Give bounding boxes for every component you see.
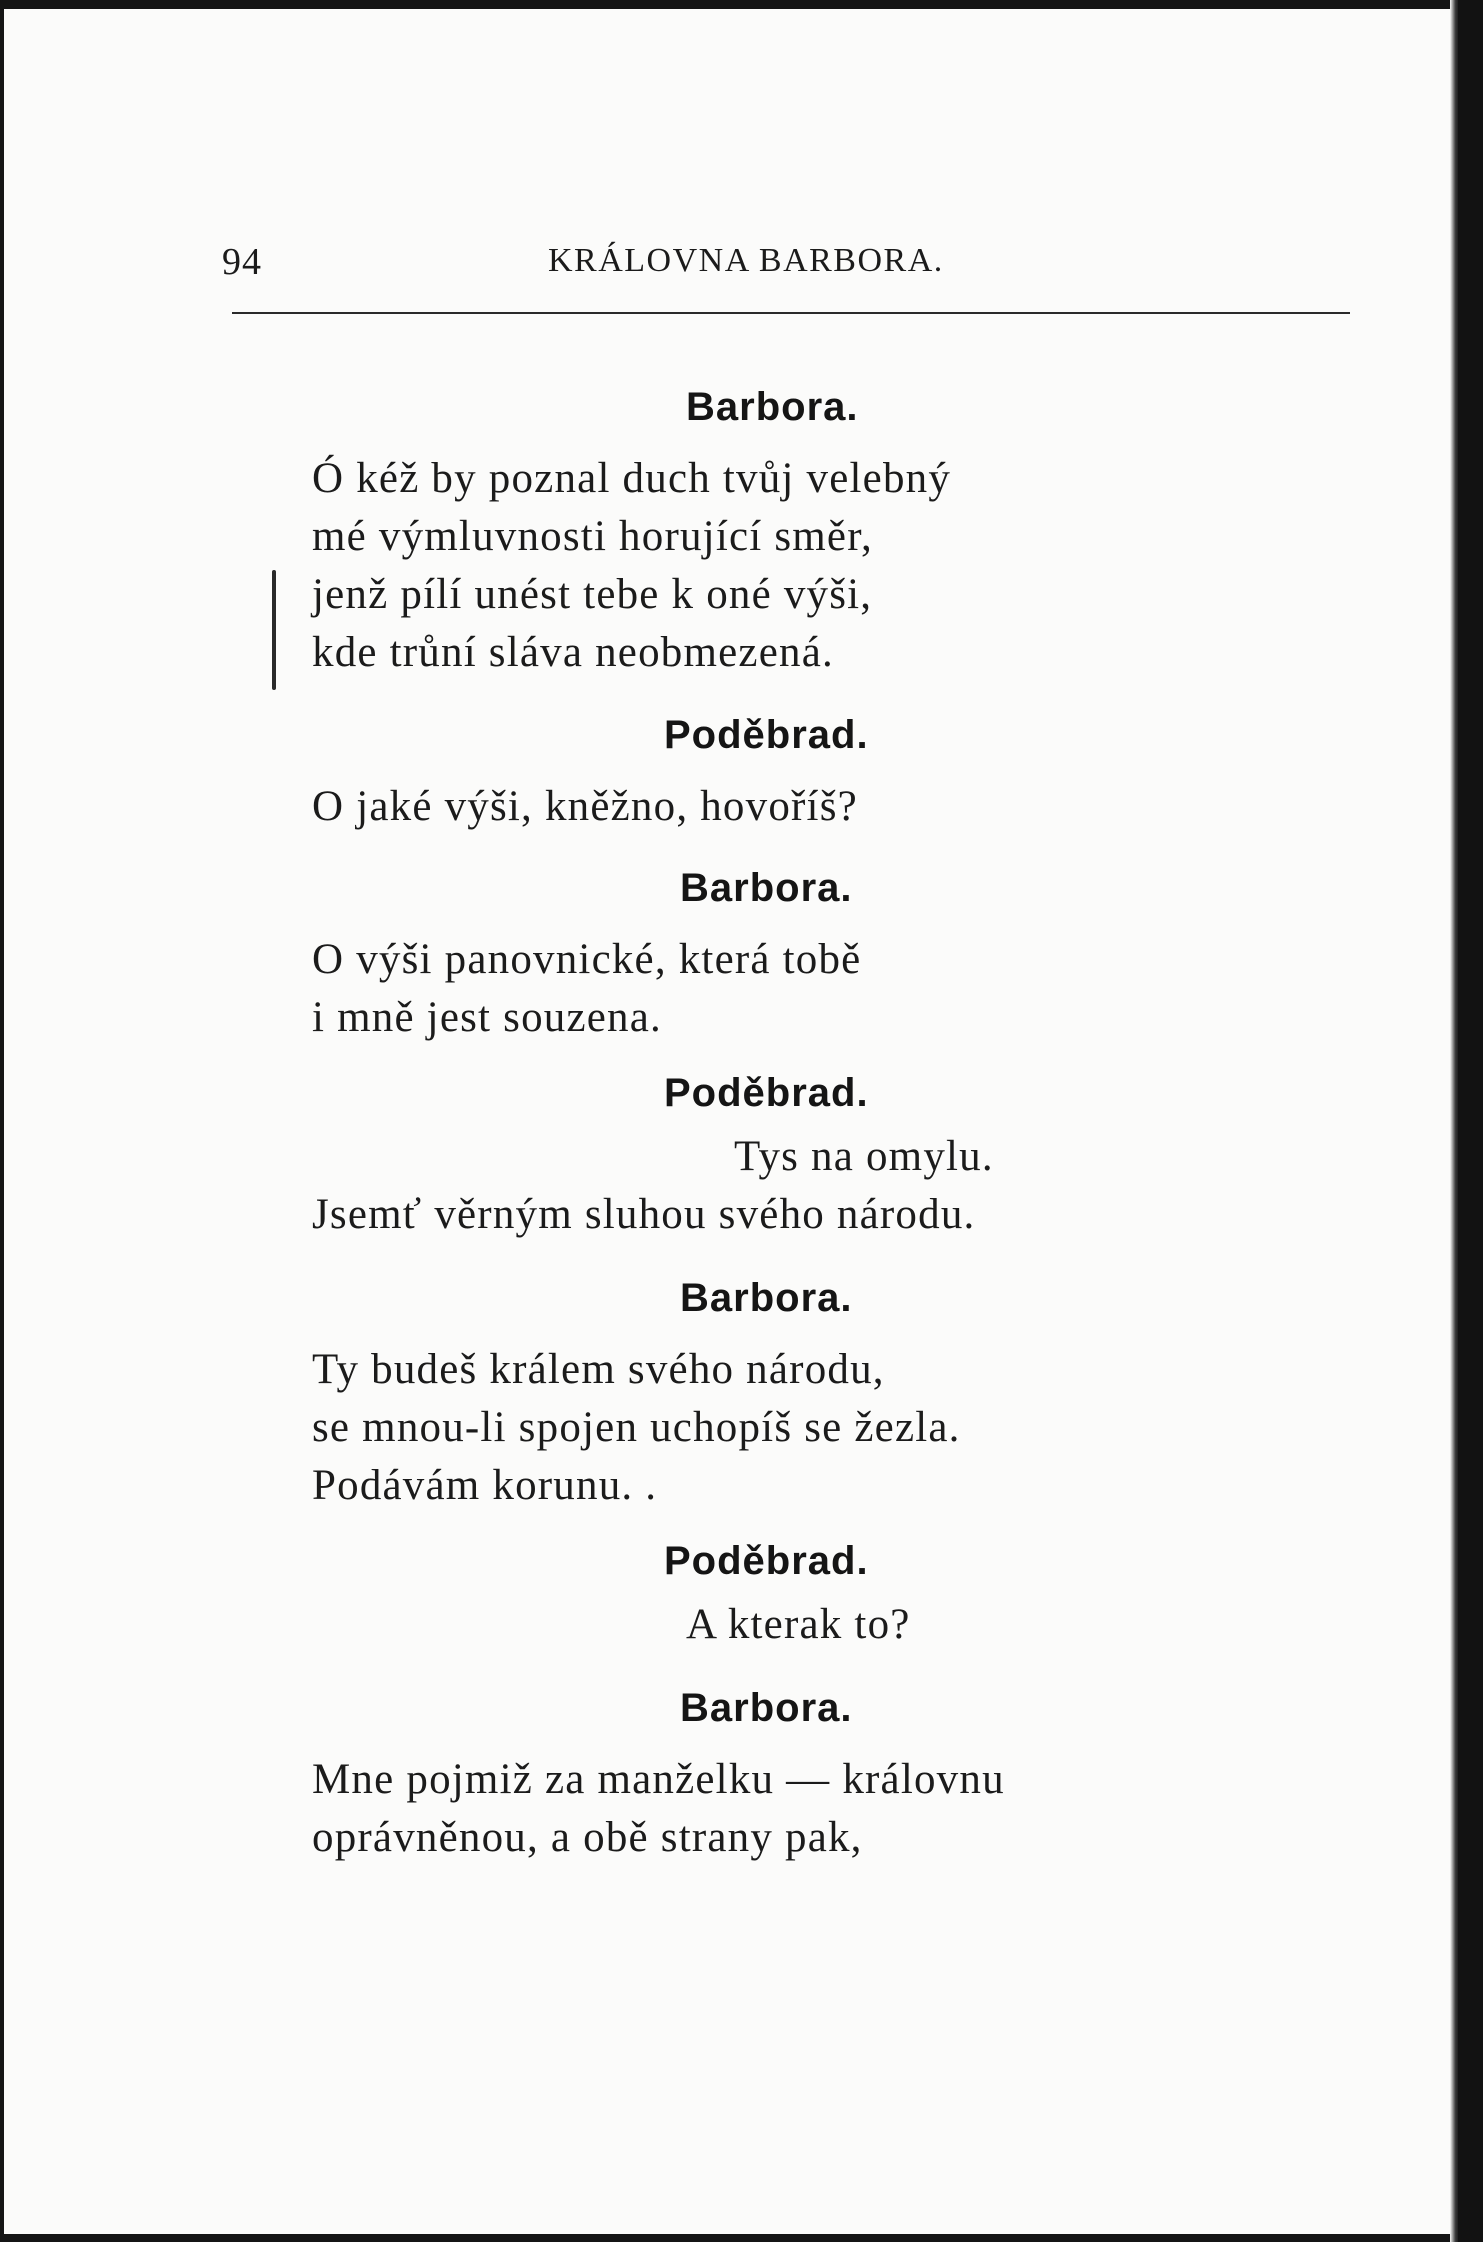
verse-line: Podávám korunu. . bbox=[312, 1462, 658, 1509]
verse-line: jenž pílí unést tebe k oné výši, bbox=[312, 571, 873, 618]
scan-border-left bbox=[0, 0, 4, 2242]
page-number: 94 bbox=[222, 241, 262, 283]
verse-line: O jaké výši, kněžno, hovoříš? bbox=[312, 783, 858, 830]
verse-line: Mne pojmiž za manželku — královnu bbox=[312, 1756, 1005, 1803]
scan-border-bottom bbox=[0, 2234, 1483, 2242]
running-title: KRÁLOVNA BARBORA. bbox=[548, 242, 944, 279]
verse-line: Ó kéž by poznal duch tvůj velebný bbox=[312, 455, 952, 502]
margin-mark bbox=[272, 570, 276, 690]
speaker-name: Barbora. bbox=[680, 1686, 853, 1730]
verse-line: mé výmluvnosti horující směr, bbox=[312, 513, 873, 560]
scan-border-right bbox=[1458, 0, 1483, 2242]
verse-line: i mně jest souzena. bbox=[312, 994, 662, 1041]
verse-line: Jsemť věrným sluhou svého národu. bbox=[312, 1191, 976, 1238]
speaker-name: Poděbrad. bbox=[664, 1071, 869, 1115]
verse-line: kde trůní sláva neobmezená. bbox=[312, 629, 834, 676]
speaker-name: Poděbrad. bbox=[664, 713, 869, 757]
speaker-name: Barbora. bbox=[680, 866, 853, 910]
speaker-name: Barbora. bbox=[686, 385, 859, 429]
verse-line: se mnou-li spojen uchopíš se žezla. bbox=[312, 1404, 961, 1451]
scan-border-top bbox=[0, 0, 1483, 9]
speaker-name: Poděbrad. bbox=[664, 1539, 869, 1583]
verse-line: Ty budeš králem svého národu, bbox=[312, 1346, 885, 1393]
verse-line: A kterak to? bbox=[686, 1601, 911, 1648]
verse-line: oprávněnou, a obě strany pak, bbox=[312, 1814, 863, 1861]
header-rule bbox=[232, 312, 1350, 314]
verse-line: O výši panovnické, která tobě bbox=[312, 936, 862, 983]
verse-line: Tys na omylu. bbox=[734, 1133, 994, 1180]
speaker-name: Barbora. bbox=[680, 1276, 853, 1320]
page-header bbox=[222, 240, 1352, 290]
